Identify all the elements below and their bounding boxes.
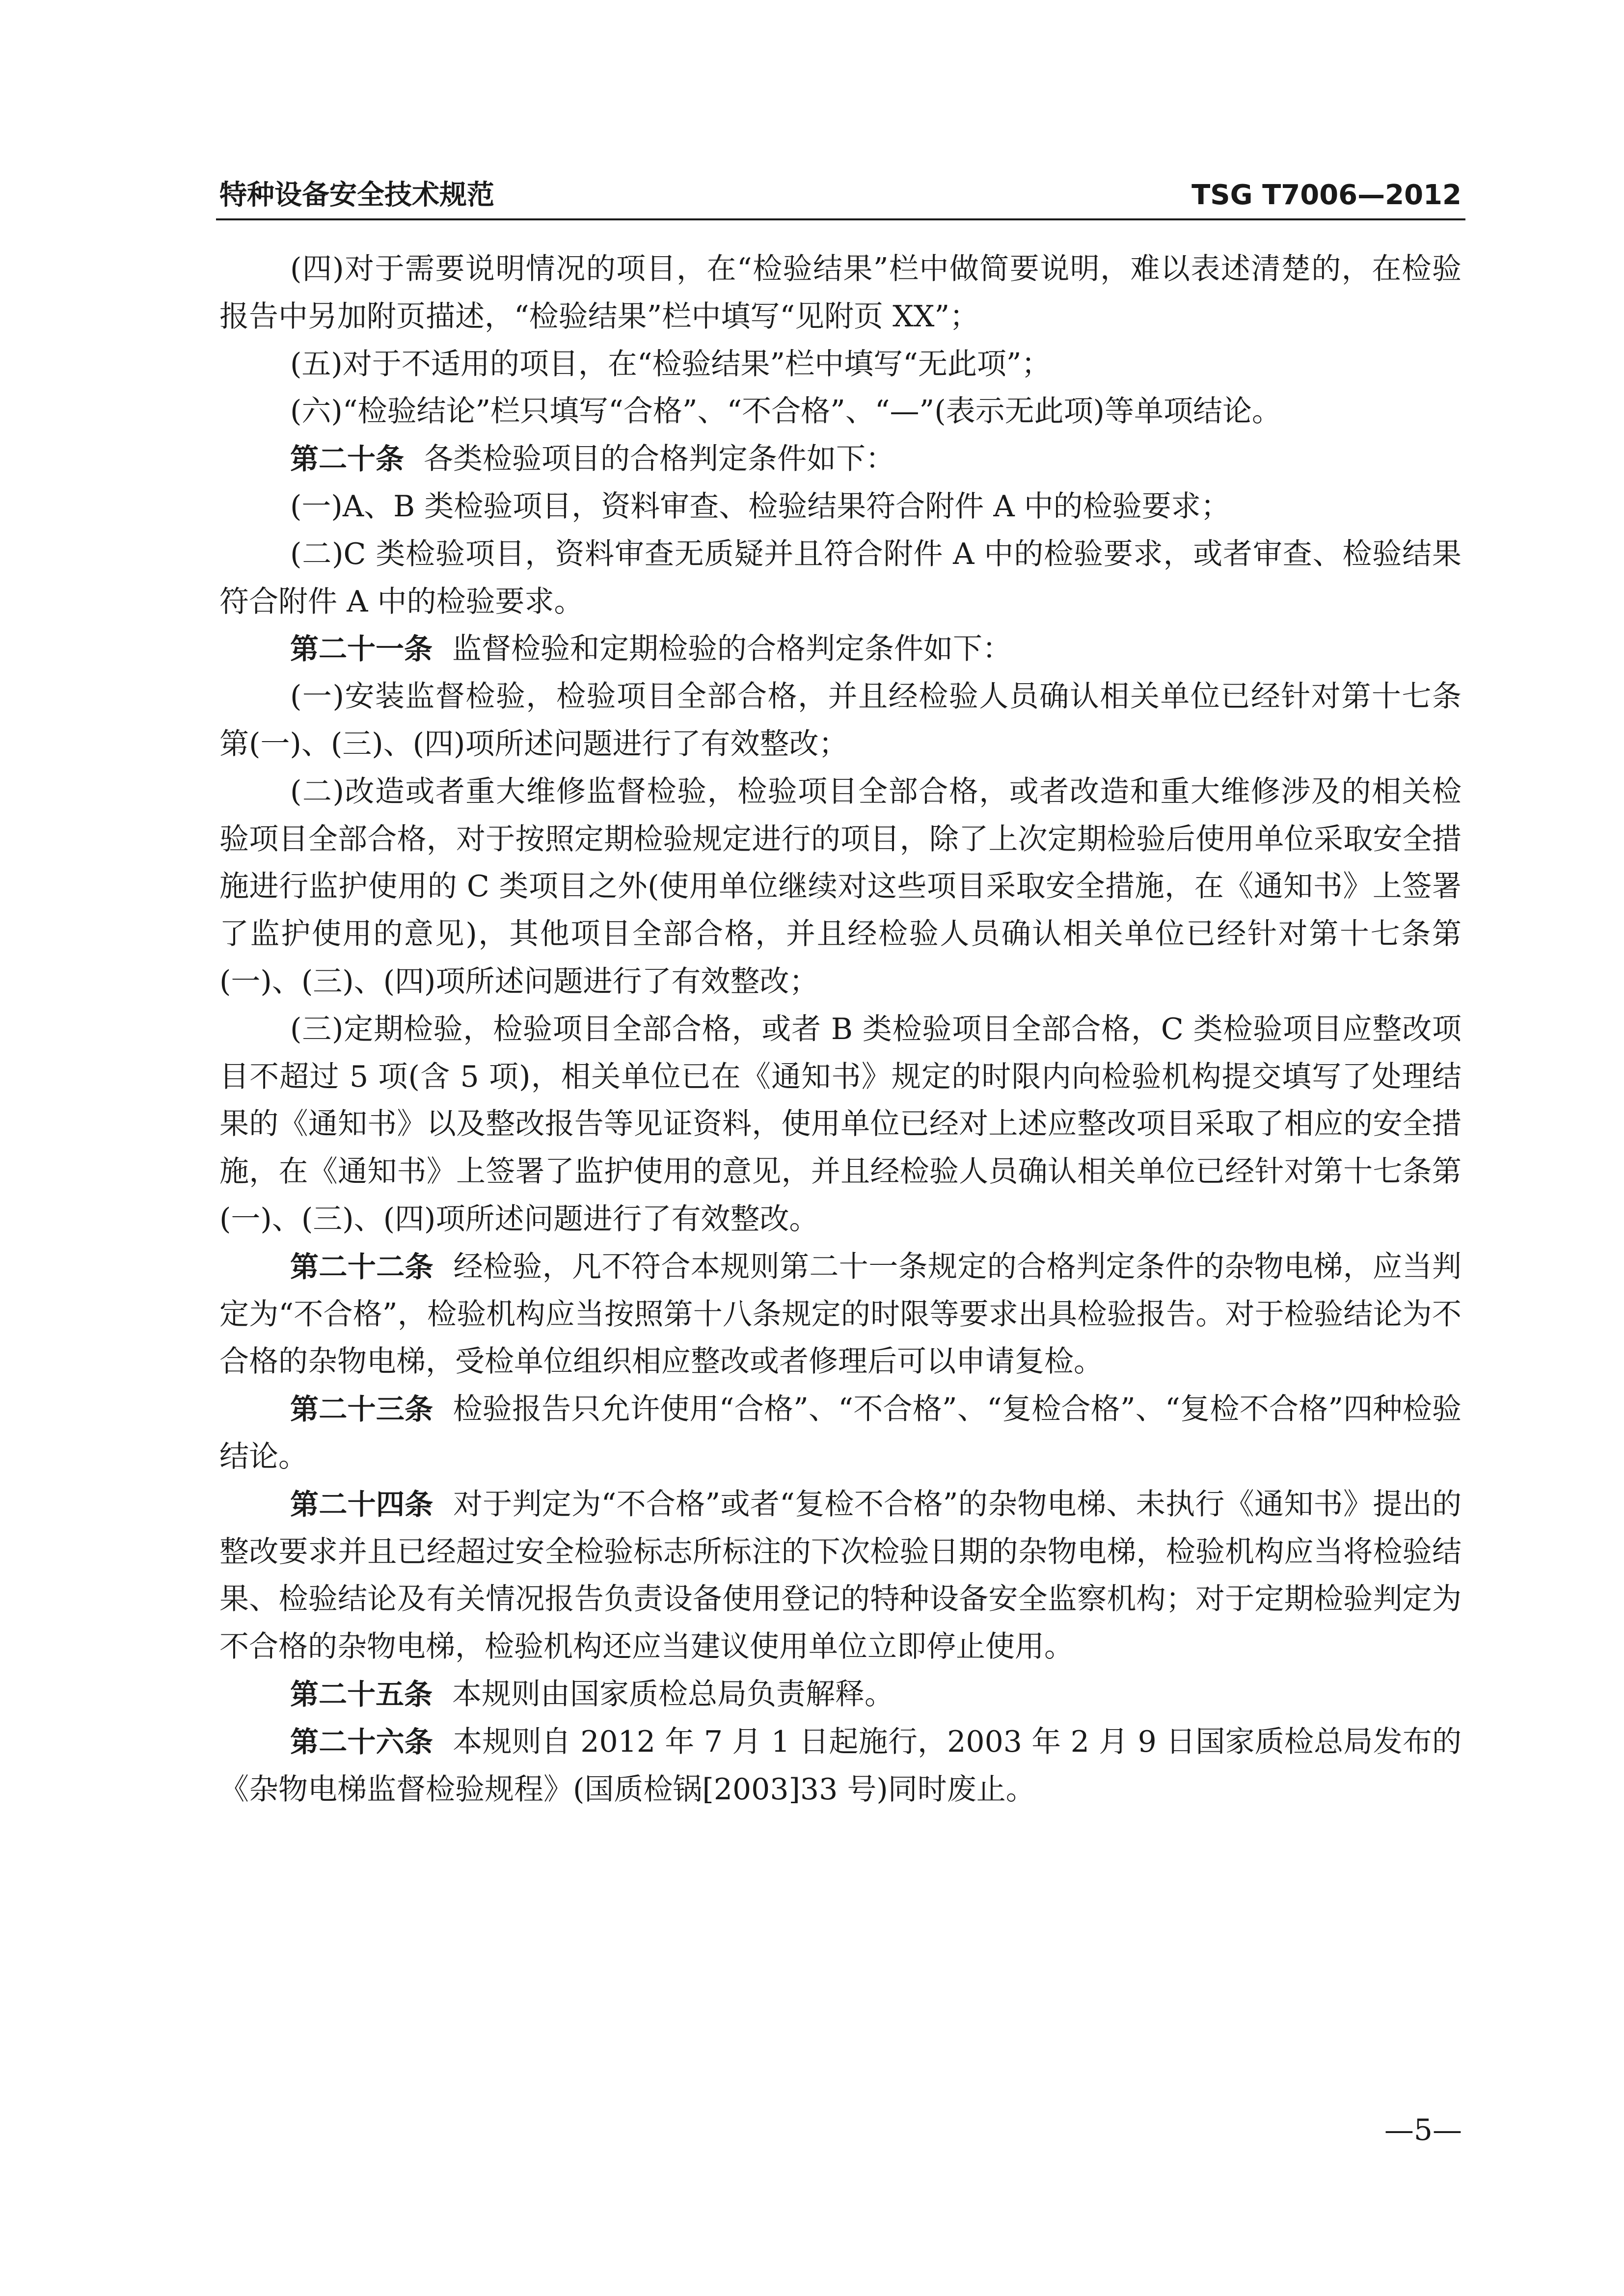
paragraph-text: 对于判定为“不合格”或者“复检不合格”的杂物电梯、未执行《通知书》提出的整改要求并且已经超过安全检验标志所标注的下次检验日期的杂物电梯，检验机构应当将检验结果、检验结论及有关情况报告负责设备使用登记的特种设备安全监察机构；对于定期检验判定为不合格的杂物电梯，检验机构还应当建议使用单位立即停止使用。 — [219, 1487, 1462, 1664]
paragraph-text: 本规则自 2012 年 7 月 1 日起施行，2003 年 2 月 9 日国家质检总局发布的《杂物电梯监督检验规程》(国质检锅[2003]33 号)同时废止。 — [219, 1724, 1462, 1807]
paragraph-text: (一)安装监督检验，检验项目全部合格，并且经检验人员确认相关单位已经针对第十七条第(一)、(三)、(四)项所述问题进行了有效整改； — [219, 679, 1462, 761]
article-label: 第二十二条 — [290, 1250, 434, 1283]
header-title: 特种设备安全技术规范 — [219, 179, 494, 211]
article-paragraph — [219, 1386, 1462, 1481]
paragraph-text: (二)C 类检验项目，资料审查无质疑并且符合附件 A 中的检验要求，或者审查、检验结果符合附件 A 中的检验要求。 — [219, 536, 1462, 619]
paragraph-text: 本规则由国家质检总局负责解释。 — [452, 1677, 894, 1711]
paragraph-text: (六)“检验结论”栏只填写“合格”、“不合格”、“—”(表示无此项)等单项结论。 — [290, 394, 1282, 429]
paragraph-text: (一)A、B 类检验项目，资料审查、检验结果符合附件 A 中的检验要求； — [290, 489, 1230, 524]
header-rule — [216, 218, 1465, 220]
article-paragraph — [219, 435, 1462, 483]
article-label: 第二十一条 — [290, 632, 433, 666]
paragraph — [219, 483, 1462, 531]
paragraph — [219, 245, 1462, 341]
paragraph-text: (二)改造或者重大维修监督检验，检验项目全部合格，或者改造和重大维修涉及的相关检验项目全部合格，对于按照定期检验规定进行的项目，除了上次定期检验后使用单位采取安全措施进行监护使用的 C 类项目之外(使用单位继续对这些项目采取安全措施，在《通知书》上签署了监护使用的意见)，其他项目全部合格，并且经检验人员确认相关单位已经针对第十七条第(一)、(三)、(四)项所述问题进行了有效整改； — [219, 774, 1462, 999]
article-paragraph — [219, 1481, 1462, 1671]
article-paragraph — [219, 1671, 1462, 1718]
page-number: —5— — [1384, 2113, 1462, 2147]
paragraph — [219, 388, 1462, 435]
paragraph — [219, 1006, 1462, 1243]
paragraph-text: 经检验，凡不符合本规则第二十一条规定的合格判定条件的杂物电梯，应当判定为“不合格”，检验机构应当按照第十八条规定的时限等要求出具检验报告。对于检验结论为不合格的杂物电梯，受检单位组织相应整改或者修理后可以申请复检。 — [219, 1249, 1462, 1379]
paragraph-text: (四)对于需要说明情况的项目，在“检验结果”栏中做简要说明，难以表述清楚的，在检验报告中另加附页描述，“检验结果”栏中填写“见附页 XX”； — [219, 252, 1462, 334]
paragraph — [219, 341, 1462, 388]
paragraph-text: 各类检验项目的合格判定条件如下： — [424, 442, 895, 477]
page-header — [219, 176, 1462, 215]
paragraph — [219, 768, 1462, 1006]
article-label: 第二十三条 — [290, 1392, 433, 1426]
paragraph — [219, 673, 1462, 768]
paragraph-text: 监督检验和定期检验的合格判定条件如下： — [452, 632, 1012, 667]
paragraph-text: 检验报告只允许使用“合格”、“不合格”、“复检合格”、“复检不合格”四种检验结论。 — [219, 1392, 1462, 1474]
article-paragraph — [219, 625, 1462, 673]
article-label: 第二十条 — [290, 442, 405, 476]
document-body — [219, 245, 1462, 1813]
article-paragraph — [219, 1718, 1462, 1814]
paragraph — [219, 531, 1462, 626]
paragraph-text: (三)定期检验，检验项目全部合格，或者 B 类检验项目全部合格，C 类检验项目应整改项目不超过 5 项(含 5 项)，相关单位已在《通知书》规定的时限内向检验机构提交填写了处理结果的《通知书》以及整改报告等见证资料，使用单位已经对上述应整改项目采取了相应的安全措施，在《通知书》上签署了监护使用的意见，并且经检验人员确认相关单位已经针对第十七条第(一)、(三)、(四)项所述问题进行了有效整改。 — [219, 1012, 1462, 1236]
article-label: 第二十四条 — [290, 1487, 433, 1521]
article-label: 第二十六条 — [290, 1725, 433, 1759]
paragraph-text: (五)对于不适用的项目，在“检验结果”栏中填写“无此项”； — [290, 347, 1051, 381]
article-label: 第二十五条 — [290, 1677, 433, 1711]
header-standard-code: TSG T7006—2012 — [1191, 179, 1462, 211]
article-paragraph — [219, 1243, 1462, 1386]
